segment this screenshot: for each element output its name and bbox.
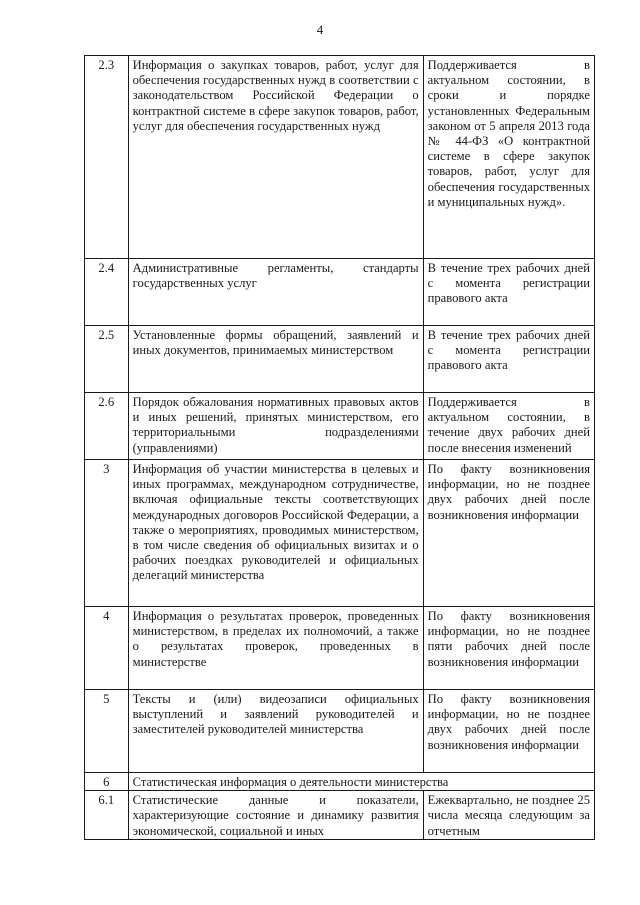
section-header-row [85,773,595,791]
table-row [85,690,595,773]
info-description: Информация о закупках товаров, работ, услуг для обеспечения государственных нужд в соответствии с законодательством Российской Федерации о контрактной системе в сфере закупок товаров, работ, услуг для обеспечения государственных нужд [128,56,423,259]
publication-period: Ежеквартально, не позднее 25 числа месяца следующим за отчетным [423,791,594,840]
info-description: Статистические данные и показатели, характеризующие состояние и динамику развития экономической, социальной и иных [128,791,423,840]
info-description: Информация об участии министерства в целевых и иных программах, международном сотрудничестве, включая официальные тексты соответствующих международных договоров Российской Федерации, а также о мероприятиях, проводимых министерством, в том числе сведения об официальных визитах и о рабочих поездках руководителей и официальных делегаций министерства [128,460,423,607]
publication-period: По факту возникновения информации, но не позднее двух рабочих дней после возникновения информации [423,690,594,773]
row-number: 2.4 [85,259,129,326]
info-description: Административные регламенты, стандарты государственных услуг [128,259,423,326]
table-row [85,56,595,259]
row-number: 2.5 [85,326,129,393]
table-row [85,460,595,607]
page-number: 4 [316,22,324,37]
table-row [85,791,595,840]
row-number: 2.6 [85,393,129,460]
table-row [85,326,595,393]
row-number: 5 [85,690,129,773]
info-description: Порядок обжалования нормативных правовых актов и иных решений, принятых министерством, его территориальными подразделениями (управлениями) [128,393,423,460]
table-row [85,607,595,690]
section-title: Статистическая информация о деятельности министерства [128,773,594,791]
row-number: 3 [85,460,129,607]
publication-schedule-table [84,55,595,840]
table-row [85,259,595,326]
table-row [85,393,595,460]
info-description: Информация о результатах проверок, проведенных министерством, в пределах их полномочий, а также о результатах проверок, проведенных в министерстве [128,607,423,690]
publication-period: В течение трех рабочих дней с момента регистрации правового акта [423,259,594,326]
info-description: Тексты и (или) видеозаписи официальных выступлений и заявлений руководителей и заместителей руководителей министерства [128,690,423,773]
row-number: 2.3 [85,56,129,259]
publication-period: Поддерживается в актуальном состоянии, в сроки и порядке установленных Федеральным законом от 5 апреля 2013 года № 44-ФЗ «О контрактной системе в сфере закупок товаров, работ, услуг для обеспечения государственных и муниципальных нужд». [423,56,594,259]
info-description: Установленные формы обращений, заявлений и иных документов, принимаемых министерством [128,326,423,393]
publication-period: В течение трех рабочих дней с момента регистрации правового акта [423,326,594,393]
row-number: 6.1 [85,791,129,840]
row-number: 6 [85,773,129,791]
publication-period: По факту возникновения информации, но не позднее двух рабочих дней после возникновения информации [423,460,594,607]
row-number: 4 [85,607,129,690]
publication-period: Поддерживается в актуальном состоянии, в течение двух рабочих дней после внесения изменений [423,393,594,460]
publication-period: По факту возникновения информации, но не позднее пяти рабочих дней после возникновения информации [423,607,594,690]
